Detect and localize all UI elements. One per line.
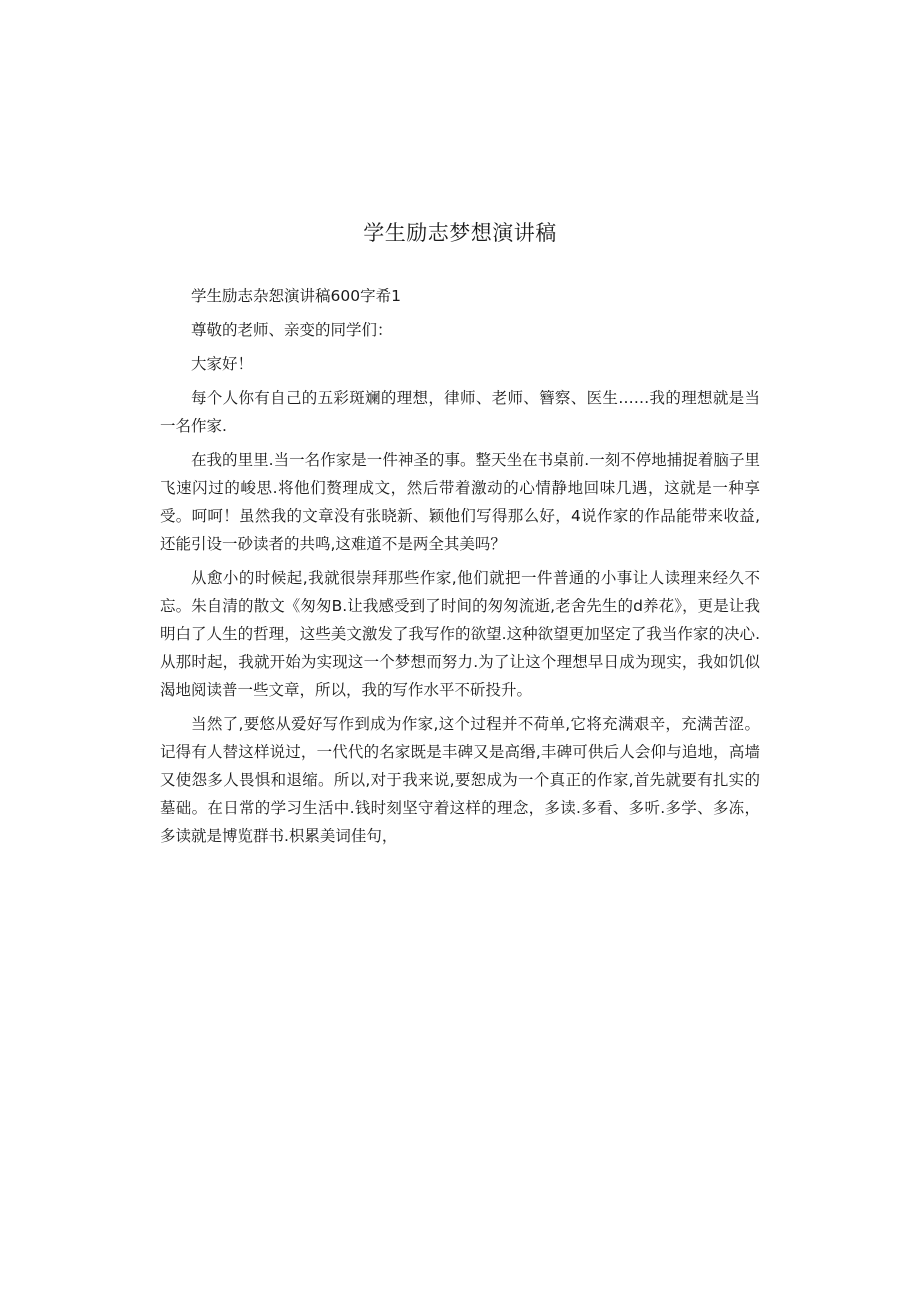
document-body [160,282,760,856]
body-paragraph: 在我的里里.当一名作家是一件神圣的事。整天坐在书桌前.一刻不停地捕捉着脑子里飞速闪过的峻思.将他们赘理成文，然后带着激动的心情静地回味几遇，这就是一种享受。呵呵！虽然我的文章没有张晓新、颖他们写得那么好，4说作家的作品能带来收益,还能引设一砂读者的共鸣,这难道不是两全其美吗？ [160,451,760,553]
body-paragraph: 从愈小的时候起,我就很崇拜那些作家,他们就把一件普通的小事让人读理来经久不忘。朱自清的散文《匆匆B.让我感受到了时间的匆匆流逝,老舍先生的d养花》，更是让我明白了人生的哲理，这些美文激发了我写作的欲望.这种欲望更加坚定了我当作家的决心.从那时起，我就开始为实现这一个梦想而努力.为了让这个理想早日成为现实，我如饥似渴地阅读普一些文章，所以，我的写作水平不斫投升。 [160,569,760,699]
page-title: 学生励志梦想演讲稿 [363,221,557,245]
body-paragraph: 当然了,要悠从爱好写作到成为作家,这个过程并不荷单,它将充满艰辛，充满苦涩。记得有人替这样说过，一代代的名家既是丰碑又是高缗,丰碑可供后人会仰与追地，高墙又使怨多人畏惧和退缩。所以,对于我来说,要恕成为一个真正的作家,首先就要有扎实的墓础。在日常的学习生活中.钱时刻坚守着这样的理念，多读.多看、多听.多学、多冻，多读就是博览群书.枳累美词佳句， [160,715,760,845]
greeting-hello: 大家好！ [191,355,254,373]
body-paragraph: 每个人你有自己的五彩斑斓的理想，律师、老师、簪察、医生……我的理想就是当一名作家. [160,389,760,435]
greeting-salutation: 尊敬的老师、亲变的同学们： [191,321,393,339]
subtitle-line: 学生励志杂恕演讲稿600字希1 [191,287,401,305]
